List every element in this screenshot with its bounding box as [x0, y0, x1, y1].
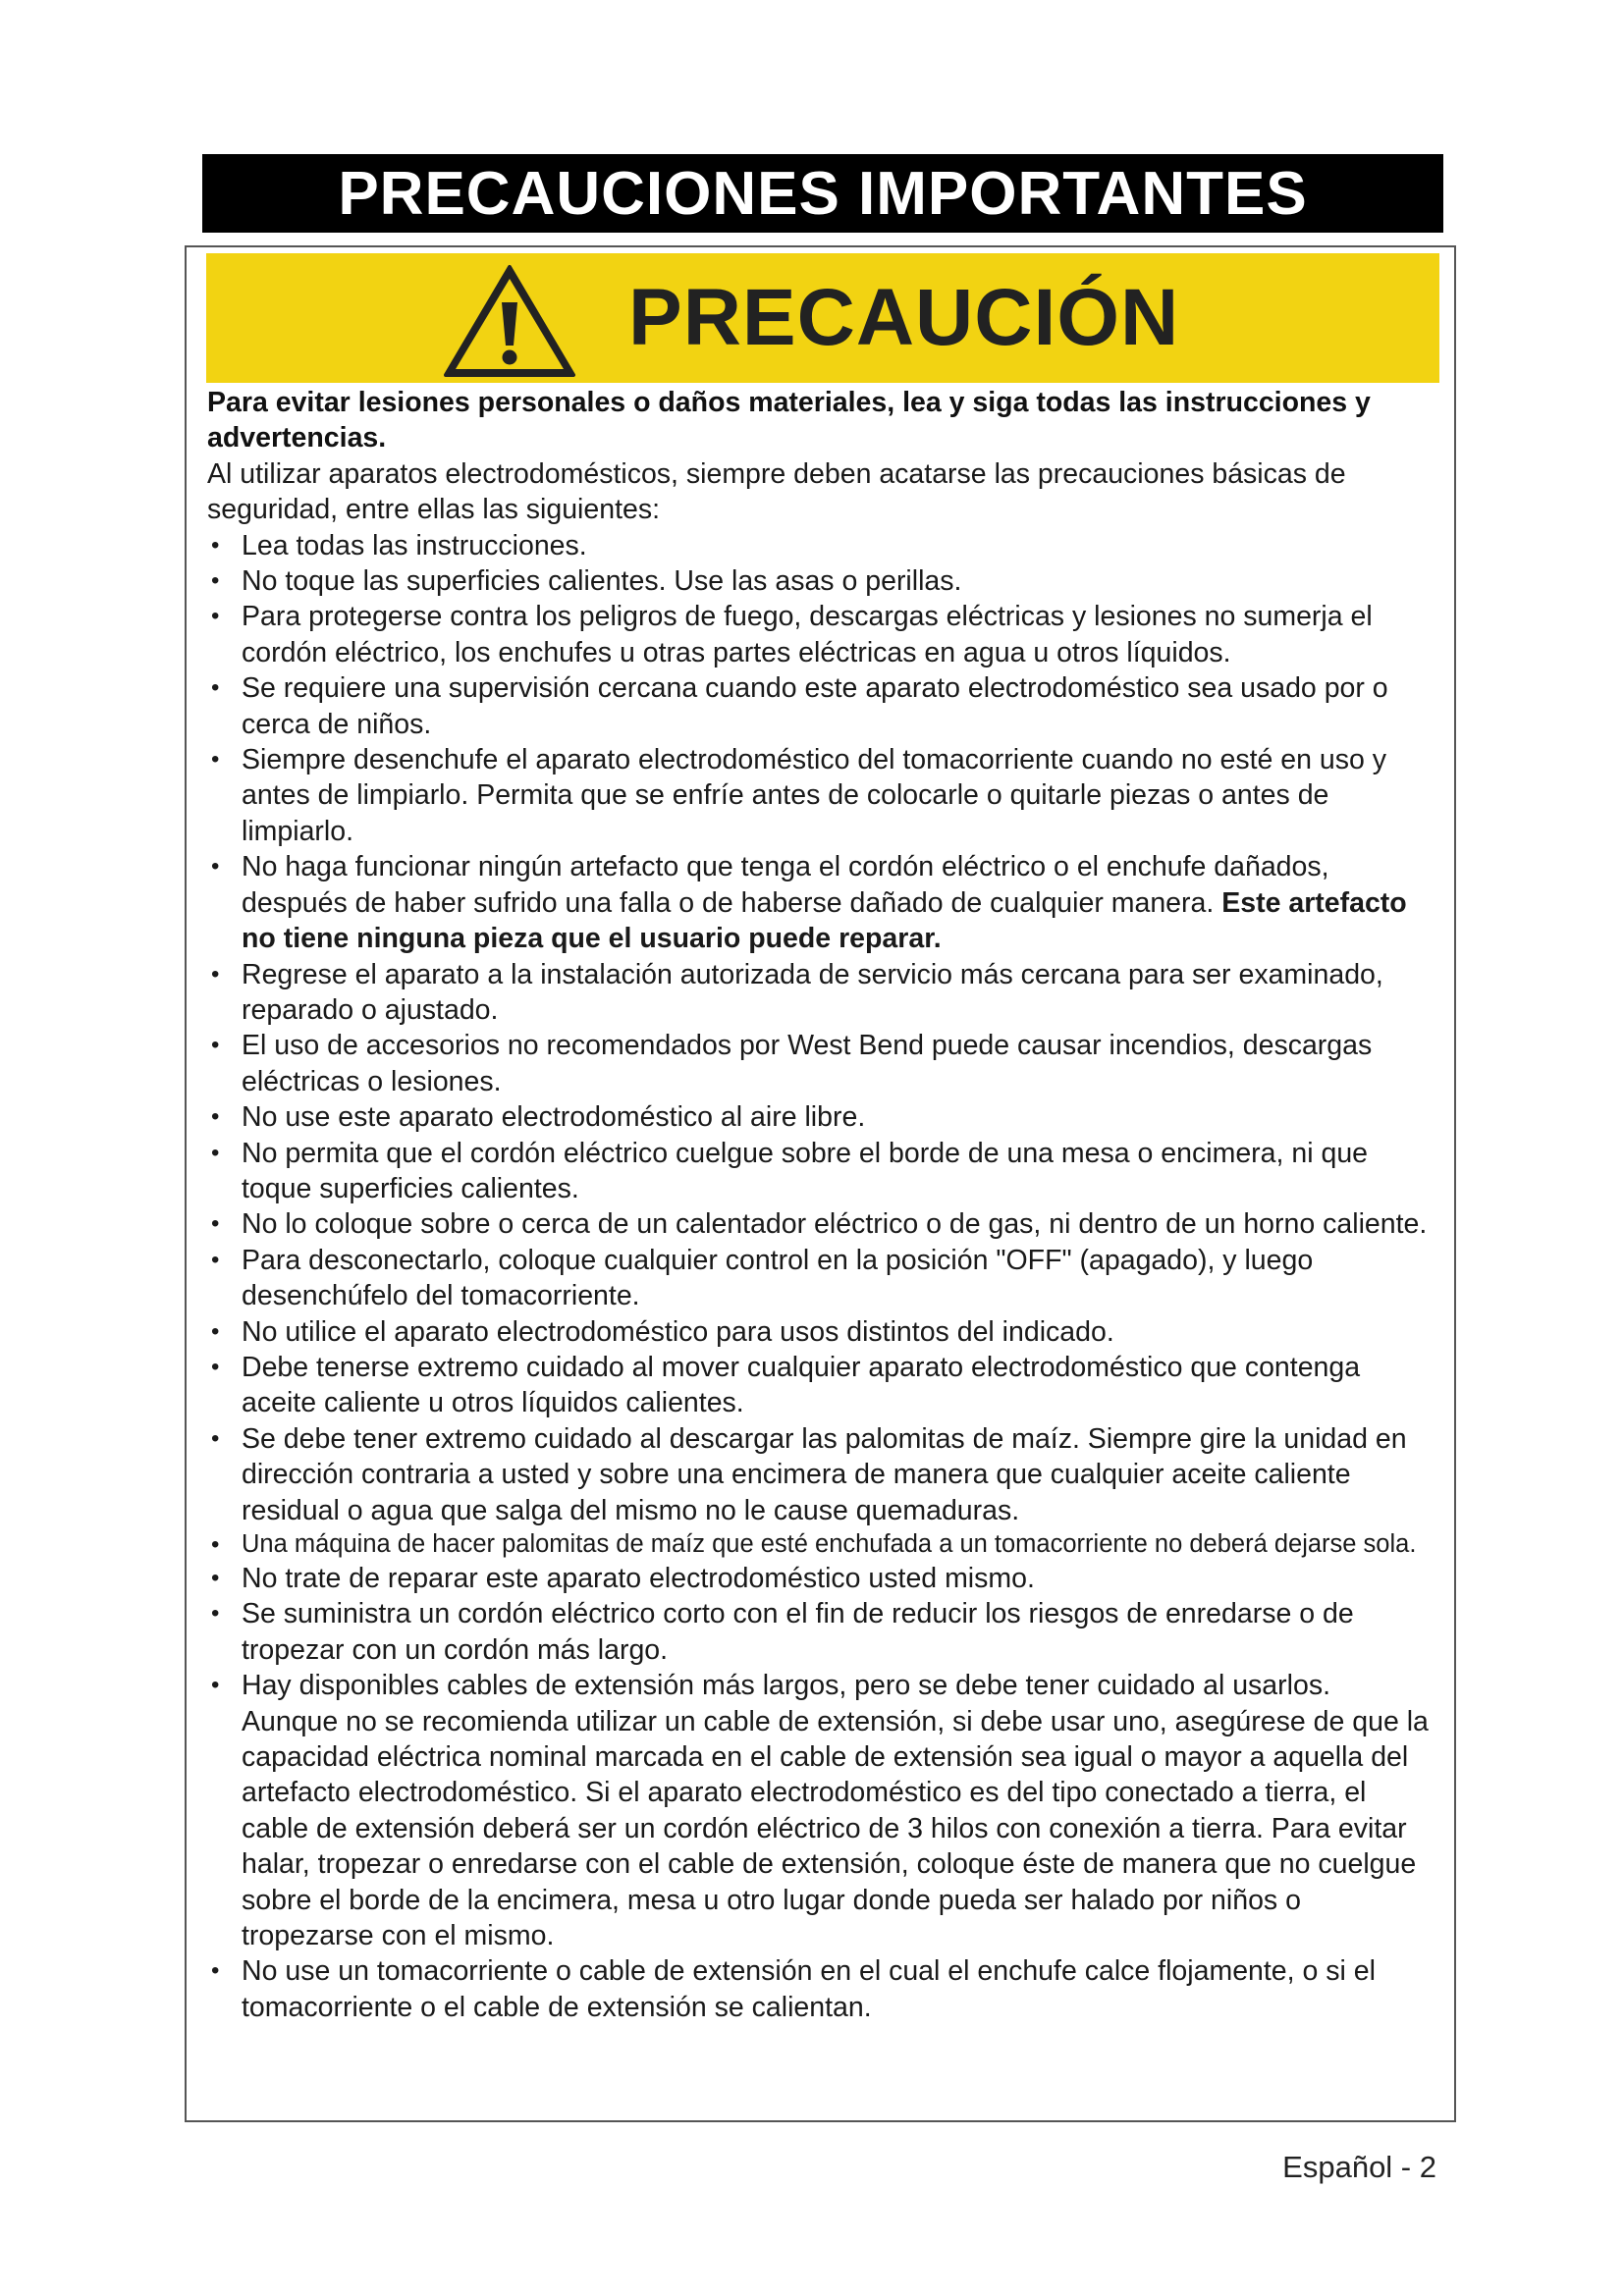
list-item: • No toque las superficies calientes. Use las asas o perillas. [207, 563, 1430, 599]
precautions-list [207, 528, 1430, 2026]
list-item-text: No haga funcionar ningún artefacto que tenga el cordón eléctrico o el enchufe dañados, después de haber sufrido una falla o de haberse dañado de cualquier manera. [242, 851, 1329, 919]
list-item: • No lo coloque sobre o cerca de un calentador eléctrico o de gas, ni dentro de un horno caliente. [207, 1206, 1430, 1242]
list-item: • El uso de accesorios no recomendados por West Bend puede causar incendios, descargas eléctricas o lesiones. [207, 1028, 1430, 1099]
warning-triangle-icon [442, 263, 577, 379]
list-item: • Hay disponibles cables de extensión más largos, pero se debe tener cuidado al usarlos. Aunque no se recomienda utilizar un cable de extensión, si debe usar uno, asegúrese de que la capacidad eléctrica nominal marcada en el cable de extensión sea igual o mayor a aquella del artefacto electrodoméstico. Si el aparato electrodoméstico es del tipo conectado a tierra, el cable de extensión deberá ser un cordón eléctrico de 3 hilos con conexión a tierra. Para evitar halar, tropezar o enredarse con el cable de extensión, coloque éste de manera que no cuelgue sobre el borde de la encimera, mesa u otro lugar donde pueda ser halado por niños o tropezarse con el mismo. [207, 1668, 1430, 1953]
list-item: • No utilice el aparato electrodoméstico para usos distintos del indicado. [207, 1314, 1430, 1350]
list-item: • Una máquina de hacer palomitas de maíz que esté enchufada a un tomacorriente no deberá dejarse sola. [207, 1528, 1430, 1561]
list-item: • No trate de reparar este aparato electrodoméstico usted mismo. [207, 1561, 1430, 1596]
list-item: • Se requiere una supervisión cercana cuando este aparato electrodoméstico sea usado por o cerca de niños. [207, 670, 1430, 742]
page-number: Español - 2 [1282, 2150, 1436, 2184]
list-item: • No use un tomacorriente o cable de extensión en el cual el enchufe calce flojamente, o si el tomacorriente o el cable de extensión se calientan. [207, 1953, 1430, 2025]
list-item: • No permita que el cordón eléctrico cuelgue sobre el borde de una mesa o encimera, ni que toque superficies calientes. [207, 1136, 1430, 1207]
list-item: • Para protegerse contra los peligros de fuego, descargas eléctricas y lesiones no sumerja el cordón eléctrico, los enchufes u otras partes eléctricas en agua u otros líquidos. [207, 599, 1430, 670]
caution-panel [185, 245, 1456, 2122]
list-item: • Debe tenerse extremo cuidado al mover cualquier aparato electrodoméstico que contenga aceite caliente u otros líquidos calientes. [207, 1350, 1430, 1421]
list-item: • Se suministra un cordón eléctrico corto con el fin de reducir los riesgos de enredarse o de tropezar con un cordón más largo. [207, 1596, 1430, 1668]
instructions-body [207, 385, 1430, 2025]
list-item: • Para desconectarlo, coloque cualquier control en la posición "OFF" (apagado), y luego desenchúfelo del tomacorriente. [207, 1243, 1430, 1314]
caution-heading: PRECAUCIÓN [628, 273, 1180, 362]
caution-banner [206, 253, 1439, 383]
list-item: • Siempre desenchufe el aparato electrodoméstico del tomacorriente cuando no esté en uso y antes de limpiarlo. Permita que se enfríe antes de colocarle o quitarle piezas o antes de limpiarlo. [207, 742, 1430, 849]
lead-warning: Para evitar lesiones personales o daños materiales, lea y siga todas las instrucciones y advertencias. [207, 387, 1371, 454]
page-title: PRECAUCIONES IMPORTANTES [202, 154, 1443, 233]
list-item [207, 849, 1430, 956]
list-item: • Se debe tener extremo cuidado al descargar las palomitas de maíz. Siempre gire la unidad en dirección contraria a usted y sobre una encimera de manera que cualquier aceite caliente residual o agua que salga del mismo no le cause quemaduras. [207, 1421, 1430, 1528]
list-item-emphasis: Este artefacto no tiene ninguna pieza que el usuario puede reparar. [242, 886, 1407, 955]
list-item: • Regrese el aparato a la instalación autorizada de servicio más cercana para ser examinado, reparado o ajustado. [207, 957, 1430, 1029]
list-item: • No use este aparato electrodoméstico al aire libre. [207, 1099, 1430, 1135]
list-item: • Lea todas las instrucciones. [207, 528, 1430, 563]
intro-text: Al utilizar aparatos electrodomésticos, siempre deben acatarse las precauciones básicas de seguridad, entre ellas las siguientes: [207, 457, 1346, 526]
